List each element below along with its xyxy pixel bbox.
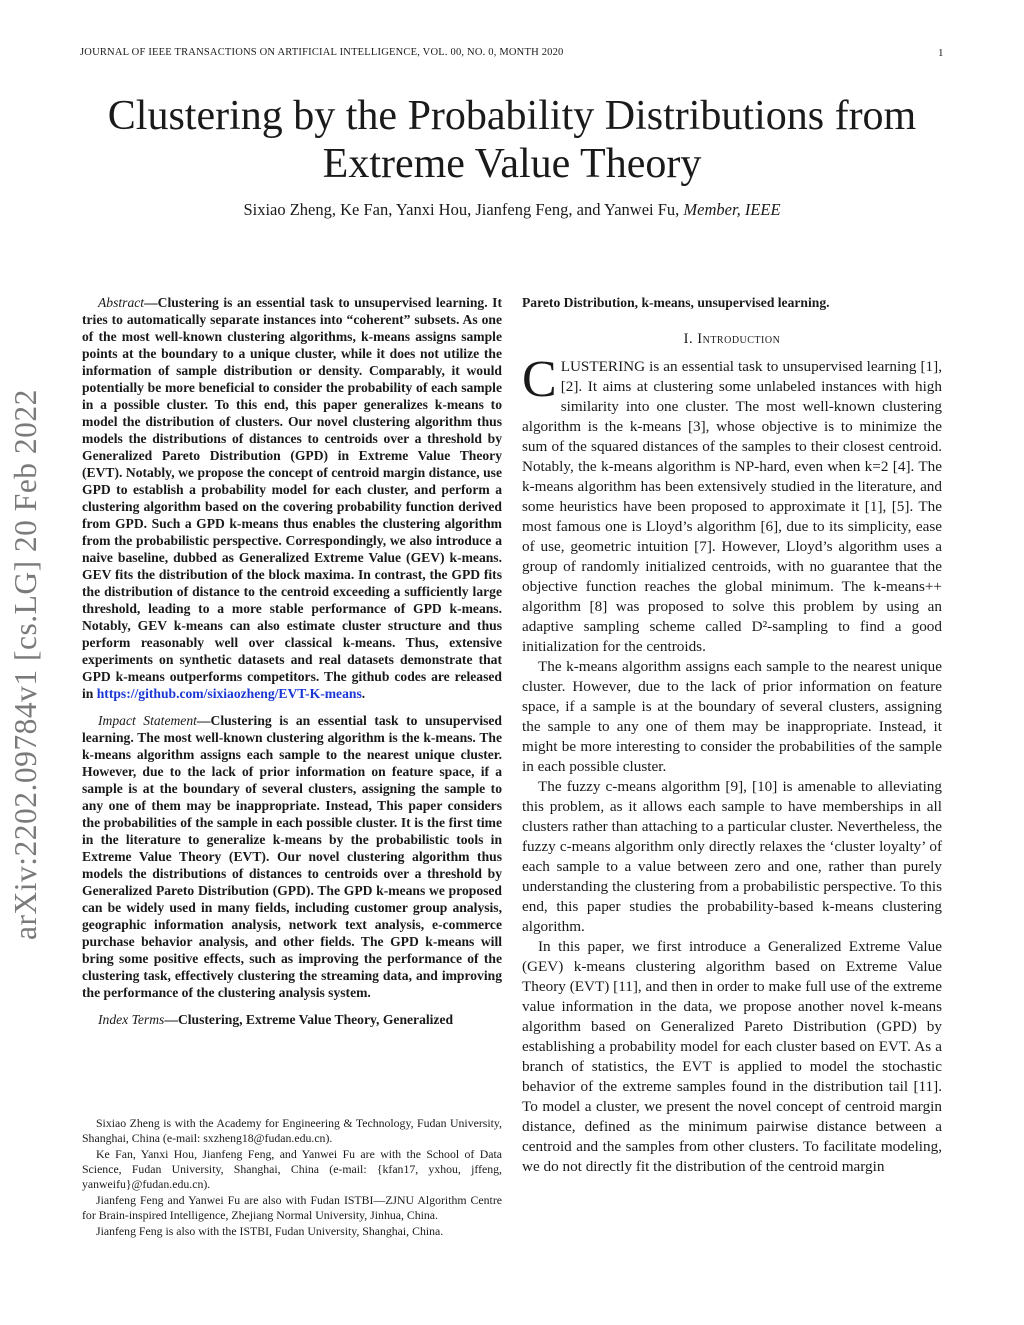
abstract-end: . (361, 686, 366, 701)
abstract-label: Abstract (98, 295, 145, 310)
author-line (60, 200, 964, 220)
section-heading-introduction (522, 329, 942, 349)
footnotes (82, 1116, 502, 1240)
impact-label: Impact Statement (98, 713, 197, 728)
index-terms-label: Index Terms (98, 1012, 165, 1027)
index-terms-text: —Clustering, Extreme Value Theory, Generalized (164, 1012, 454, 1027)
author-names: Sixiao Zheng, Ke Fan, Yanxi Hou, Jianfeng Feng, and Yanwei Fu, (243, 200, 680, 219)
section-title: Introduction (697, 331, 781, 347)
intro-paragraph (522, 351, 942, 657)
abstract (82, 294, 502, 702)
left-column (82, 294, 502, 1028)
intro-paragraph: In this paper, we first introduce a Generalized Extreme Value (GEV) k-means clustering algorithm based on Extreme Value Theory (EVT) [11], and then in order to make full use of the extreme value information in the data, we propose another novel k-means algorithm based on Generalized Pareto Distribution (GPD) by establishing a probability model for each cluster based on EVT. As a branch of statistics, the EVT is applied to model the stochastic behavior of the extreme samples found in the distribution tail [11]. To model a cluster, we present the novel concept of centroid margin distance, defined as the minimum pairwise distance between a centroid and the samples from other clusters. To facilitate modeling, we do not directly fit the distribution of the centroid margin (522, 938, 942, 1175)
intro-p1-text: LUSTERING is an essential task to unsupervised learning [1], [2]. It aims at clustering some unlabeled instances with high similarity into one cluster. The most well-known clustering algorithm is the k-means [3], whose objective is to minimize the sum of the squared distances of the samples to their closest centroid. Notably, the k-means algorithm is NP-hard, even when k=2 [4]. The k-means algorithm has been extensively studied in the literature, and some heuristics have been proposed to approximate it [1], [5]. The most famous one is Lloyd’s algorithm [6], due to its simplicity, ease of use, geometric intuition [7]. However, Lloyd’s algorithm uses a group of randomly initialized centroids, with no guarantee that the objective function reaches the global minimum. The k-means++ algorithm [8] was proposed to solve this problem by using an adaptive sampling scheme called D²-sampling to find a good initialization for the centroids. (522, 358, 942, 655)
impact-text: —Clustering is an essential task to unsupervised learning. The most well-known clustering algorithm is the k-means. The k-means algorithm assigns each sample to the nearest unique cluster. However, due to the lack of prior information on feature space, if a sample is at the boundary of several clusters, assigning the sample to any one of them may be inappropriate. Instead, This paper considers the probabilities of the sample in each possible cluster. It is the first time in the literature to generalize k-means by the probabilistic tools in Extreme Value Theory (EVT). Our novel clustering algorithm thus models the distributions of distances to centroids over a threshold by Generalized Pareto Distribution (GPD). The GPD k-means we proposed can be widely used in many fields, including customer group analysis, geographic information analysis, network text analysis, e-commerce purchase behavior analysis, and other fields. The GPD k-means will bring some positive effects, such as improving the performance of the clustering task, effectively clustering the streaming data, and improving the performance of the clustering analysis system. (82, 713, 502, 1000)
footnote: Jianfeng Feng is also with the ISTBI, Fudan University, Shanghai, China. (96, 1224, 444, 1238)
intro-paragraph: The fuzzy c-means algorithm [9], [10] is amenable to alleviating this problem, as it allows each sample to have memberships in all clusters rather than attaching to a particular cluster. Nevertheless, the fuzzy c-means algorithm only directly relaxes the ‘cluster loyalty’ of each sample to a value between zero and one, rather than purely understanding the clustering from a probabilistic perspective. To this end, this paper studies the probability-based k-means clustering algorithm. (522, 778, 942, 935)
running-header: JOURNAL OF IEEE TRANSACTIONS ON ARTIFICIAL INTELLIGENCE, VOL. 00, NO. 0, MONTH 2020 (80, 47, 564, 58)
author-role: Member, IEEE (683, 200, 781, 219)
footnote: Sixiao Zheng is with the Academy for Engineering & Technology, Fudan University, Shanghai, China (e-mail: sxzheng18@fudan.edu.cn). (82, 1116, 502, 1145)
github-link[interactable]: https://github.com/sixiaozheng/EVT-K-means (96, 686, 362, 701)
page-number: 1 (938, 47, 944, 59)
footnote: Jianfeng Feng and Yanwei Fu are also with Fudan ISTBI—ZJNU Algorithm Centre for Brain-inspired Intelligence, Zhejiang Normal University, Jinhua, China. (82, 1193, 502, 1222)
dropcap: C (522, 351, 557, 408)
impact-statement (82, 712, 502, 1001)
section-number: I. (683, 331, 694, 347)
arxiv-stamp: arXiv:2202.09784v1 [cs.LG] 20 Feb 2022 (8, 389, 43, 940)
footnote: Ke Fan, Yanxi Hou, Jianfeng Feng, and Yanwei Fu are with the School of Data Science, Fudan University, Shanghai, China (e-mail: {kfan17, yxhou, jffeng, yanweifu}@fudan.edu.cn). (82, 1147, 502, 1191)
right-column (522, 294, 942, 1177)
paper-title: Clustering by the Probability Distributions from Extreme Value Theory (107, 93, 917, 187)
index-terms (82, 1011, 502, 1028)
index-terms-continued: Pareto Distribution, k-means, unsupervised learning. (522, 295, 830, 310)
intro-paragraph: The k-means algorithm assigns each sample to the nearest unique cluster. However, due to the lack of prior information on feature space, if a sample is at the boundary of several clusters, assigning the sample to any one of them may be inappropriate. Instead, it might be more interesting to consider the probabilities of the sample in each possible cluster. (522, 658, 942, 775)
abstract-text: —Clustering is an essential task to unsupervised learning. It tries to automatically separate instances into “coherent” subsets. As one of the most well-known clustering algorithms, k-means assigns sample points at the boundary to a unique cluster, while it does not utilize the information of sample distribution or density. Comparably, it would potentially be more beneficial to consider the probability of each sample in a possible cluster. To this end, this paper generalizes k-means to model the distribution of clusters. Our novel clustering algorithm thus models the distributions of distances to centroids over a threshold by Generalized Pareto Distribution (GPD) in Extreme Value Theory (EVT). Notably, we propose the concept of centroid margin distance, use GPD to establish a probability model for each cluster, and perform a clustering algorithm based on the covering probability function derived from GPD. Such a GPD k-means thus enables the clustering algorithm from the probabilistic perspective. Correspondingly, we also introduce a naive baseline, dubbed as Generalized Extreme Value (GEV) k-means. GEV fits the distribution of the block maxima. In contrast, the GPD fits the distribution of distance to the centroid exceeding a sufficiently large threshold, leading to a more stable performance of GPD k-means. Notably, GEV k-means can also estimate cluster structure and thus perform reasonably well over classical k-means. Thus, extensive experiments on synthetic datasets and real datasets demonstrate that GPD k-means outperforms competitors. The github codes are released in (82, 295, 502, 701)
